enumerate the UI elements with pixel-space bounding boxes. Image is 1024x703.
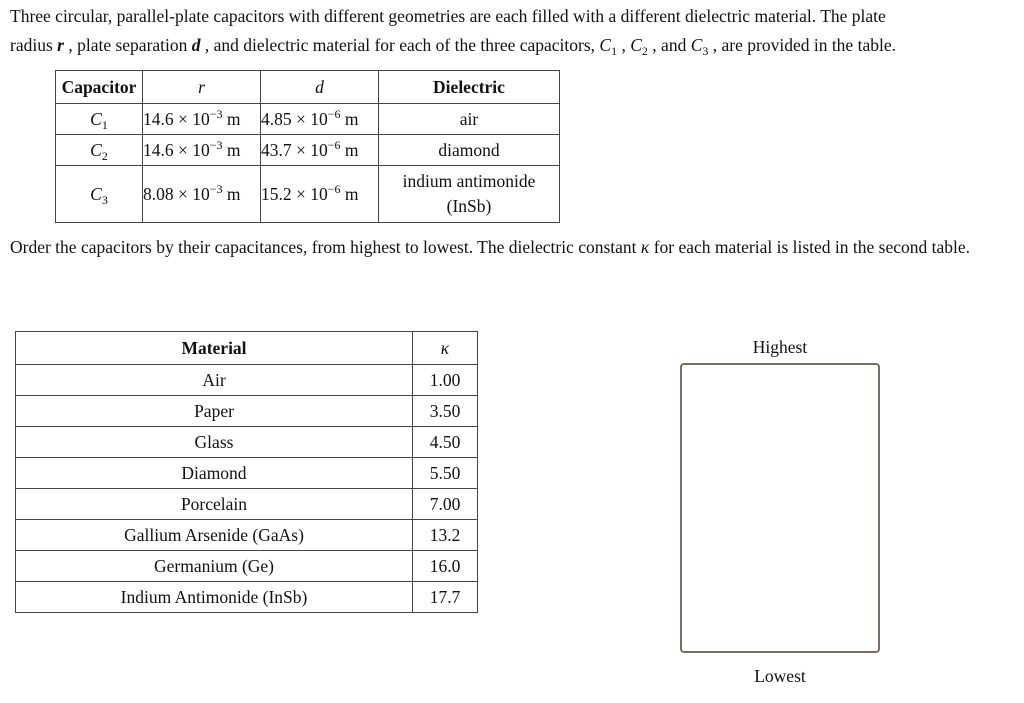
cell-material: Gallium Arsenide (GaAs): [16, 520, 413, 551]
header-kappa: κ: [413, 332, 478, 365]
cell-kappa: 16.0: [413, 551, 478, 582]
cell-kappa: 7.00: [413, 489, 478, 520]
question-intro: [10, 2, 1018, 60]
cell-material: Germanium (Ge): [16, 551, 413, 582]
cell-material: Air: [16, 365, 413, 396]
table-row: [16, 458, 478, 489]
cell-capacitor: $C_1$: [56, 104, 143, 135]
cell-material: Paper: [16, 396, 413, 427]
material-table: [15, 331, 478, 613]
material-table-header: [16, 332, 478, 365]
intro-line-1: Three circular, parallel-plate capacitors with different geometries are each filled with a different dielectric material. The plate: [10, 6, 886, 26]
intro-text: , plate separation: [63, 35, 192, 55]
cell-capacitor: $C_3$: [56, 166, 143, 223]
table-row: [16, 427, 478, 458]
cell-kappa: 4.50: [413, 427, 478, 458]
cell-d: $43.7 \times 10^{-6}$ m: [261, 135, 379, 166]
intro-text: , and: [647, 35, 691, 55]
order-instructions: [10, 233, 1018, 262]
cell-kappa: 5.50: [413, 458, 478, 489]
cell-dielectric: indium antimonide (InSb): [379, 166, 560, 223]
cell-material: Porcelain: [16, 489, 413, 520]
ranking-drop-zone[interactable]: [680, 363, 880, 653]
capacitor-c3: $C_3$: [690, 35, 709, 58]
header-d: d: [261, 71, 379, 104]
ranking-highest-label: Highest: [752, 337, 808, 357]
order-text: for each material is listed in the second table.: [649, 237, 971, 257]
cell-r: $14.6 \times 10^{-3}$ m: [143, 104, 261, 135]
header-material: Material: [16, 332, 413, 365]
table-row: [16, 396, 478, 427]
header-dielectric: Dielectric: [379, 71, 560, 104]
intro-text: radius: [10, 35, 58, 55]
capacitor-table-header: [56, 71, 560, 104]
cell-kappa: 1.00: [413, 365, 478, 396]
table-row: [16, 551, 478, 582]
order-text: Order the capacitors by their capacitances, from highest to lowest. The dielectric constant: [10, 237, 641, 257]
intro-text: , and dielectric material for each of the three capacitors,: [200, 35, 600, 55]
table-row: [56, 166, 560, 223]
cell-r: $8.08 \times 10^{-3}$ m: [143, 166, 261, 223]
header-r: r: [143, 71, 261, 104]
table-row: [56, 104, 560, 135]
cell-r: $14.6 \times 10^{-3}$ m: [143, 135, 261, 166]
intro-text: ,: [617, 35, 631, 55]
table-row: [16, 582, 478, 613]
intro-text: , are provided in the table.: [708, 35, 896, 55]
var-d: d: [191, 35, 201, 55]
capacitor-c1: $C_1$: [599, 35, 618, 58]
table-row: [16, 365, 478, 396]
capacitor-table: [55, 70, 560, 223]
cell-kappa: 13.2: [413, 520, 478, 551]
table-row: [56, 135, 560, 166]
cell-d: $15.2 \times 10^{-6}$ m: [261, 166, 379, 223]
header-capacitor: Capacitor: [56, 71, 143, 104]
cell-material: Glass: [16, 427, 413, 458]
cell-kappa: 3.50: [413, 396, 478, 427]
cell-capacitor: $C_2$: [56, 135, 143, 166]
table-row: [16, 520, 478, 551]
ranking-lowest-label: Lowest: [754, 666, 806, 686]
kappa-symbol: κ: [640, 237, 650, 257]
cell-d: $4.85 \times 10^{-6}$ m: [261, 104, 379, 135]
cell-kappa: 17.7: [413, 582, 478, 613]
cell-dielectric: air: [379, 104, 560, 135]
table-row: [16, 489, 478, 520]
capacitor-c2: $C_2$: [630, 35, 648, 58]
cell-material: Diamond: [16, 458, 413, 489]
cell-dielectric: diamond: [379, 135, 560, 166]
cell-material: Indium Antimonide (InSb): [16, 582, 413, 613]
var-r: r: [57, 35, 64, 55]
